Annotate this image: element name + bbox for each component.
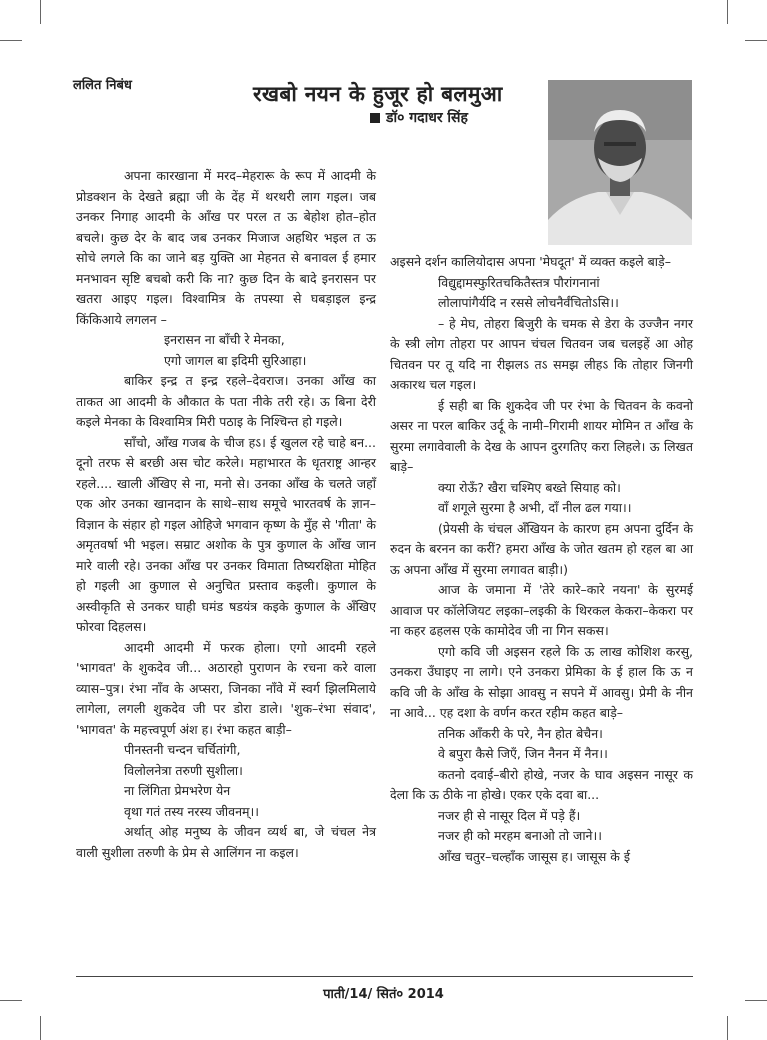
verse-line: वृथा गतं तस्य नरस्य जीवनम्।। [124,803,259,819]
author-byline [370,108,468,127]
portrait-image [548,80,692,245]
verse-line: एगो जागल बा इदिमी सुरिआहा। [164,352,307,368]
verse-line: वाँ शगूले सुरमा है अभी, दाँ नील ढल गया।। [438,500,632,515]
paragraph: एगो कवि जी अइसन रहले कि ऊ लाख कोशिश करसु, उनकरा उँघाइए ना लागे। एने उनकरा प्रेमिका के ई हाल कि ऊ न कवि जी के आँख के सोझा आवसु न सपने में आवसु। प्रेमी के नीन ना आवे... एह दशा के वर्णन करत रहीम कहत बाड़े– [390,643,693,720]
paragraph: ई सही बा कि शुकदेव जी पर रंभा के चितवन के कवनो असर ना परल बाकिर उर्दू के नामी–गिरामी शायर मोमिन त आँख के सुरमा लगावेवाली के देख के आपन दुरगतिए करा लिहले। ऊ लिखत बाड़े– [390,397,693,474]
crop-mark [40,0,41,24]
verse-line: विलोलनेत्रा तरुणी सुशीला। [124,762,243,778]
section-label: ललित निबंध [73,78,132,93]
verse-line: वे बपुरा कैसे जिएँ, जिन नैनन में नैन।। [438,746,608,761]
paragraph: – हे मेघ, तोहरा बिजुरी के चमक से डेरा के उज्जैन नगर के स्त्री लोग तोहरा पर आपन चंचल चितवन जब चलइहें आ ओह चितवन पर तू यदि ना रीझलऽ तऽ समझ लीहऽ कि तोहार जिनगी अकारथ चल गइल। [390,315,693,392]
paragraph: अर्थात् ओह मनुष्य के जीवन व्यर्थ बा, जे चंचल नेत्र वाली सुशीला तरुणी के प्रेम से आलिंगन ना कइल। [76,824,376,860]
crop-mark [727,0,728,24]
paragraph: कतनो दवाई–बीरो होखे, नजर के घाव अइसन नासूर क देला कि ऊ ठीके ना होखे। एकर एके दवा बा... [390,766,693,802]
crop-mark [40,1016,41,1040]
paragraph: आज के जमाना में 'तेरे कारे–कारे नयना' के सुरमई आवाज पर कॉलेजियट लइका–लइकी के थिरकल केकरा–केकरा पर ना कहर ढहलस एके कामोदेव जी ना गिन सकस। [390,582,693,638]
verse-line: लोलापांगैर्यदि न रससे लोचनैर्वंचितोऽसि।। [438,295,619,310]
verse-line: पीनस्तनी चन्दन चर्चितांगी, [124,742,241,757]
verse-line: ना लिंगिता प्रेमभरेण येन [124,783,231,798]
crop-mark [727,1016,728,1040]
footer-divider [76,976,693,977]
column-right [390,252,693,867]
paragraph: (प्रेयसी के चंचल अँखियन के कारण हम अपना दुर्दिन के रुदन के बरनन का करीं? हमरा आँख के जोत खतम हो रहल बा आ ऊ अपना आँख में सुरमा लगावत बाड़ी।) [390,520,693,577]
verse-line: विद्युद्दामस्फुरितचकितैस्तत्र पौरांगनानां [438,274,600,290]
verse-line: नजर ही से नासूर दिल में पड़े हैं। [438,807,581,823]
paragraph: आँख चतुर–चल्हाँक जासूस ह। जासूस के ई [438,848,631,864]
paragraph: अपना कारखाना में मरद–मेहरारू के रूप में आदमी के प्रोडक्शन के देखते ब्रह्मा जी के देंह में थरथरी लाग गइल। जब उनकर निगाह आदमी के आँख पर परल त ऊ बेहोश होत–होत बचले। कुछ देर के बाद जब उनकर मिजाज अहथिर भइल त ऊ सोचे लगले कि का जाने बड़ युक्ति आ मेहनत से बनावल ई हमार मनभावन सृष्टि बचबो करी कि ना? कुछ दिन के बादे इनरासन पर खतरा आइए गइल। विश्वामित्र के तपस्या से घबड़ाइल इन्द्र किंकिआये लगलन – [76,168,376,327]
crop-mark [0,40,22,41]
column-left [76,166,376,863]
verse-line: नजर ही को मरहम बनाओ तो जाने।। [438,828,602,843]
article-title: रखबो नयन के हुजूर हो बलमुआ [253,82,503,106]
verse-line: इनरासन ना बाँची रे मेनका, [164,332,285,347]
author-name: डॉ० गदाधर सिंह [386,110,468,126]
crop-mark [745,40,767,41]
page-footer: पाती/14/ सितं० 2014 [323,987,444,1002]
paragraph: अइसने दर्शन कालियोदास अपना 'मेघदूत' में व्यक्त कइले बाड़े– [390,254,671,269]
verse-line: क्या रोऊँ? खैरा चश्मिए बख्ते सियाह को। [438,479,621,495]
verse-line: तनिक आँकरी के परे, नैन होत बेचैन। [438,725,603,741]
paragraph: बाकिर इन्द्र त इन्द्र रहले–देवराज। उनका आँख का ताकत आ आदमी के औकात के पता नीके तरी रहे। ऊ बिना देरी कइले मेनका के विश्वामित्र मिरी पठाइ के निश्चिन्त हो गइले। [76,373,376,429]
paragraph: साँचो, आँख गजब के चीज हऽ। ई खुलल रहे चाहे बन... दूनो तरफ से बरछी अस चोट करेले। महाभारत के धृतराष्ट्र आन्हर रहले.... खाली अँखिए से ना, मनो से। उनका आँख के चलते जहाँ एक ओर उनका खानदान के साथे–साथ समूचे भारतवर्ष के ज्ञान–विज्ञान के संहार हो गइल ओहिजे भगवान कृष्ण के मुँह से 'गीता' के अमृतवर्षा भी भइल। सम्राट अशोक के पुत्र कुणाल के आँख जान मारे वाली रहे। उनका आँख पर उनकर विमाता तिष्यरक्षिता मोहित हो गइली आ कुणाल से अनुचित प्रस्ताव कइली। कुणाल के अस्वीकृति से उनकर घाही घमंड षडयंत्र कइके कुणाल के अँखिए फोरवा दिहलस। [76,434,376,634]
author-photo [548,80,692,245]
square-bullet-icon [370,113,380,123]
paragraph: आदमी आदमी में फरक होला। एगो आदमी रहले 'भागवत' के शुकदेव जी... अठारहो पुराणन के रचना करे वाला व्यास–पुत्र। रंभा नाँव के अप्सरा, जिनका नाँवे में स्वर्ग झिलमिलाये लागेला, लगली शुकदेव जी पर डोरा डाले। 'शुक–रंभा संवाद', 'भागवत' के महत्त्वपूर्ण अंश ह। रंभा कहत बाड़ी– [76,639,376,737]
